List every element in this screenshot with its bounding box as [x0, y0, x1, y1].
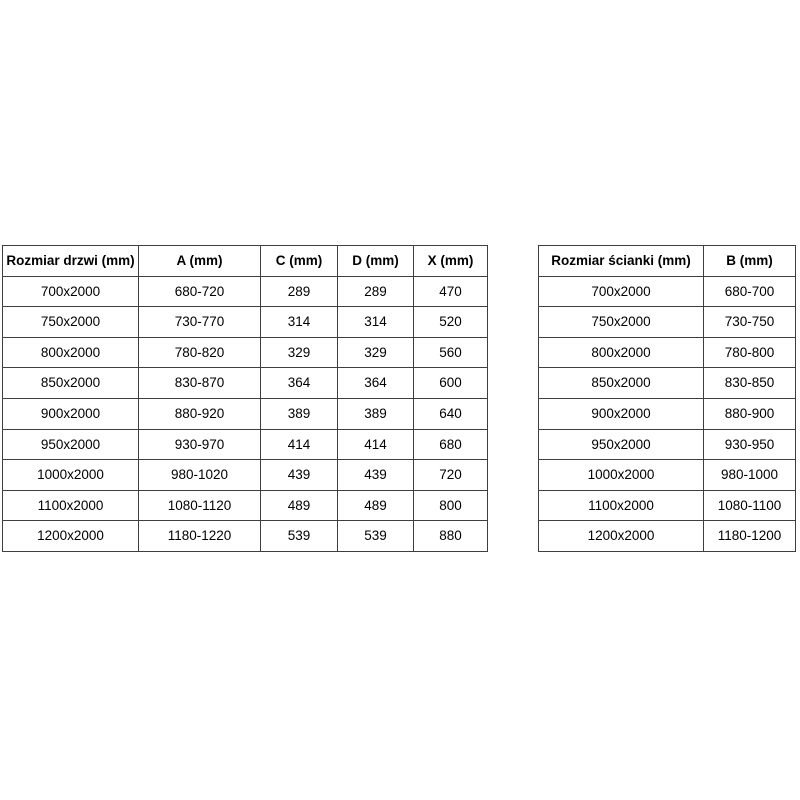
- column-header: B (mm): [704, 246, 796, 277]
- table-cell: 700x2000: [539, 276, 704, 307]
- table-cell: 539: [261, 521, 338, 552]
- table-cell: 1200x2000: [3, 521, 139, 552]
- table-cell: 1080-1100: [704, 490, 796, 521]
- table-cell: 880-920: [139, 398, 261, 429]
- table-row: [3, 337, 488, 368]
- table-cell: 489: [338, 490, 414, 521]
- table-row: [539, 521, 796, 552]
- table-cell: 1080-1120: [139, 490, 261, 521]
- table-cell: 539: [338, 521, 414, 552]
- table-cell: 364: [338, 368, 414, 399]
- table-cell: 980-1000: [704, 460, 796, 491]
- table-cell: 1200x2000: [539, 521, 704, 552]
- table-cell: 520: [414, 307, 488, 338]
- table-cell: 750x2000: [539, 307, 704, 338]
- column-header: D (mm): [338, 246, 414, 277]
- table-row: [3, 276, 488, 307]
- column-header: X (mm): [414, 246, 488, 277]
- table-cell: 830-850: [704, 368, 796, 399]
- table-cell: 830-870: [139, 368, 261, 399]
- column-header: C (mm): [261, 246, 338, 277]
- table-row: [3, 460, 488, 491]
- table-cell: 730-750: [704, 307, 796, 338]
- table-cell: 414: [261, 429, 338, 460]
- table-cell: 930-950: [704, 429, 796, 460]
- table-cell: 1180-1220: [139, 521, 261, 552]
- table-row: [3, 368, 488, 399]
- table-cell: 680-720: [139, 276, 261, 307]
- header-row: [3, 246, 488, 277]
- table-cell: 950x2000: [539, 429, 704, 460]
- table-cell: 640: [414, 398, 488, 429]
- table-cell: 800x2000: [539, 337, 704, 368]
- table-cell: 880-900: [704, 398, 796, 429]
- door-sizes-table: [2, 245, 488, 552]
- table-cell: 1000x2000: [3, 460, 139, 491]
- table-cell: 680: [414, 429, 488, 460]
- table-row: [539, 337, 796, 368]
- header-row: [539, 246, 796, 277]
- column-header: Rozmiar ścianki (mm): [539, 246, 704, 277]
- table-cell: 364: [261, 368, 338, 399]
- table-cell: 930-970: [139, 429, 261, 460]
- table-cell: 289: [261, 276, 338, 307]
- table-row: [3, 429, 488, 460]
- table-row: [539, 490, 796, 521]
- table-cell: 1000x2000: [539, 460, 704, 491]
- table-cell: 750x2000: [3, 307, 139, 338]
- table-row: [539, 276, 796, 307]
- table-row: [3, 398, 488, 429]
- table-cell: 389: [338, 398, 414, 429]
- table-row: [3, 307, 488, 338]
- table-cell: 389: [261, 398, 338, 429]
- table-cell: 680-700: [704, 276, 796, 307]
- table-cell: 880: [414, 521, 488, 552]
- table-row: [539, 398, 796, 429]
- table-cell: 800: [414, 490, 488, 521]
- table-cell: 439: [261, 460, 338, 491]
- wall-sizes-table: [538, 245, 796, 552]
- table-cell: 900x2000: [3, 398, 139, 429]
- table-row: [539, 429, 796, 460]
- table-cell: 850x2000: [539, 368, 704, 399]
- table-cell: 1100x2000: [539, 490, 704, 521]
- table-row: [3, 521, 488, 552]
- table-cell: 1100x2000: [3, 490, 139, 521]
- table-cell: 600: [414, 368, 488, 399]
- table-cell: 1180-1200: [704, 521, 796, 552]
- column-header: A (mm): [139, 246, 261, 277]
- table-cell: 780-800: [704, 337, 796, 368]
- table-cell: 329: [261, 337, 338, 368]
- table-cell: 950x2000: [3, 429, 139, 460]
- table-cell: 850x2000: [3, 368, 139, 399]
- table-row: [539, 307, 796, 338]
- table-cell: 700x2000: [3, 276, 139, 307]
- table-cell: 900x2000: [539, 398, 704, 429]
- table-cell: 314: [261, 307, 338, 338]
- table-cell: 489: [261, 490, 338, 521]
- table-cell: 730-770: [139, 307, 261, 338]
- table-cell: 289: [338, 276, 414, 307]
- table-cell: 439: [338, 460, 414, 491]
- table-cell: 470: [414, 276, 488, 307]
- table-cell: 329: [338, 337, 414, 368]
- table-cell: 780-820: [139, 337, 261, 368]
- table-cell: 800x2000: [3, 337, 139, 368]
- table-row: [539, 368, 796, 399]
- table-cell: 414: [338, 429, 414, 460]
- column-header: Rozmiar drzwi (mm): [3, 246, 139, 277]
- table-cell: 980-1020: [139, 460, 261, 491]
- table-row: [539, 460, 796, 491]
- table-cell: 720: [414, 460, 488, 491]
- table-cell: 314: [338, 307, 414, 338]
- table-row: [3, 490, 488, 521]
- table-cell: 560: [414, 337, 488, 368]
